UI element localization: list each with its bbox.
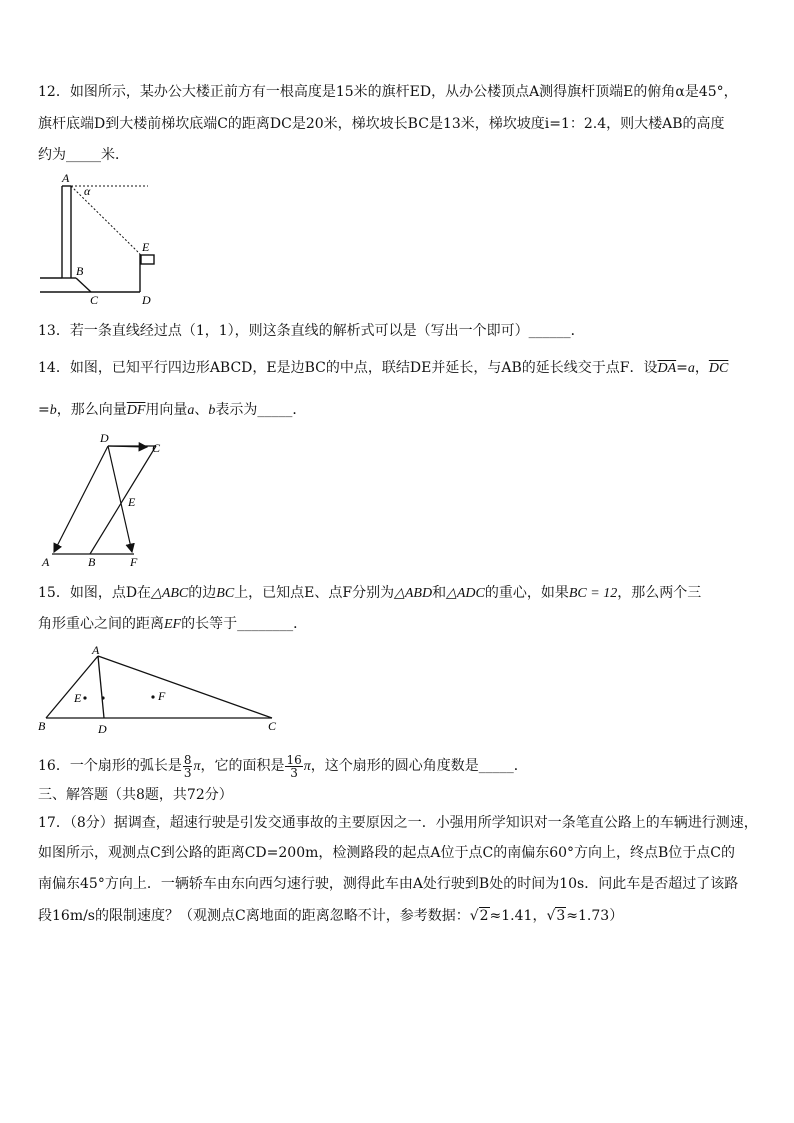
q14-label-A: A — [42, 555, 50, 569]
q15-line2 — [38, 614, 307, 635]
q15-text-g: 角形重心之间的距离 — [38, 616, 164, 632]
q14-label-E: E — [128, 495, 136, 509]
q15-tri-ADC: △ADC — [446, 586, 485, 601]
q16-fraction-2 — [285, 754, 302, 779]
q15-label-C: C — [268, 719, 277, 733]
q12-line1: 12．如图所示，某办公大楼正前方有一根高度是15米的旗杆ED，从办公楼顶点A测得旗杆顶端E的俯角α是45°， — [38, 84, 738, 100]
q14-label-D: D — [100, 432, 109, 445]
q12-label-alpha: α — [84, 184, 91, 198]
q14-text-a: 14．如图，已知平行四边形ABCD，E是边BC的中点，联结DE并延长，与AB的延长线交于点F．设 — [38, 360, 658, 376]
q14-sep: 、 — [194, 402, 209, 418]
q17-approx2: ≈1.73） — [566, 908, 624, 924]
q14-label-C: C — [152, 441, 161, 455]
q12-line2: 旗杆底端D到大楼前梯坎底端C的距离DC是20米，梯坎坡长BC是13米，梯坎坡度i=1：2.4，则大楼AB的高度 — [38, 116, 725, 132]
q12-label-D: D — [142, 293, 151, 307]
q16-text-a: 16．一个扇形的弧长是 — [38, 758, 182, 774]
q15-text-c: 上，已知点E、点F分别为 — [234, 585, 395, 601]
q15-text-f: ，那么两个三 — [617, 585, 702, 601]
q14-vector-a2: a — [187, 403, 195, 418]
q17-approx1: ≈1.41， — [489, 908, 547, 924]
q14-vector-b: b — [49, 403, 57, 418]
q17-line2: 如图所示，观测点C到公路的距离CD=200m，检测路段的起点A位于点C的南偏东60°方向上，终点B位于点C的 — [38, 845, 736, 861]
q15-label-D: D — [98, 722, 107, 736]
q15-label-A: A — [92, 643, 100, 657]
q14-text-d: 表示为_____． — [215, 402, 307, 418]
q16-f1-den: 3 — [183, 765, 192, 780]
q14-eq: = — [676, 360, 688, 376]
q17-line3: 南偏东45°方向上．一辆轿车由东向西匀速行驶，测得此车由A处行驶到B处的时间为10s．问此车是否超过了该路 — [38, 876, 739, 892]
q14-vector-a: a — [687, 361, 695, 376]
q16-f2-num: 16 — [286, 752, 302, 767]
q14-eq2: = — [38, 402, 50, 418]
q15-text-e: 的重心，如果 — [484, 585, 569, 601]
q17-line1: 17．（8分）据调查，超速行驶是引发交通事故的主要原因之一．小强用所学知识对一条笔直公路上的车辆进行测速， — [38, 815, 758, 831]
q14-comma: ， — [694, 360, 709, 376]
q17-sqrt3: 3 — [556, 908, 566, 924]
q16-pi-1: π — [193, 759, 201, 774]
q12-line3: 约为_____米． — [38, 147, 129, 163]
q12-label-B: B — [76, 264, 84, 278]
q15-BC: BC — [216, 586, 235, 601]
q17-sqrt2: 2 — [479, 908, 489, 924]
q15-tri-ABD: △ABD — [394, 586, 433, 601]
q16-fraction-1 — [183, 754, 193, 779]
q14-text-b: ，那么向量 — [56, 402, 127, 418]
q15-text-a: 15．如图，点D在 — [38, 585, 152, 601]
sqrt-icon: √ — [469, 908, 479, 924]
q12-label-C: C — [90, 293, 99, 307]
q13-line1: 13．若一条直线经过点（1，1），则这条直线的解析式可以是（写出一个即可）______． — [38, 323, 585, 339]
q15-label-F: F — [158, 689, 166, 703]
q14-vector-DC: $\overline{DC}$ — [708, 361, 729, 376]
q14-label-B: B — [88, 555, 96, 569]
q16-text-c: ，这个扇形的圆心角度数是_____． — [310, 758, 528, 774]
q14-vector-DF: $\overline{DF}$ — [126, 403, 146, 418]
q15-EF: EF — [164, 617, 182, 632]
q15-BC-eq: BC = 12 — [568, 586, 618, 601]
q15-figure — [36, 640, 286, 740]
q12-label-A: A — [62, 171, 70, 185]
q17-text-a: 段16m/s的限制速度？（观测点C离地面的距离忽略不计，参考数据： — [38, 908, 470, 924]
q14-figure — [36, 432, 176, 572]
q14-vector-DA: $\overline{DA}$ — [657, 361, 677, 376]
q15-tri-ABC: △ABC — [151, 586, 189, 601]
q15-text-h: 的长等于________． — [181, 616, 308, 632]
q14-line2 — [38, 400, 306, 421]
q14-vector-b2: b — [208, 403, 216, 418]
q12-label-E: E — [142, 240, 150, 254]
q14-label-F: F — [130, 555, 138, 569]
q17-line4 — [38, 906, 623, 926]
section-3-heading: 三、解答题（共8题，共72分） — [38, 787, 233, 803]
q15-line1 — [38, 583, 701, 604]
q14-line1 — [38, 358, 728, 379]
q16-f1-num: 8 — [183, 752, 192, 767]
q15-label-B: B — [38, 719, 46, 733]
q15-text-b: 的边 — [188, 585, 217, 601]
q16-line1 — [38, 752, 528, 781]
q12-figure — [36, 170, 166, 310]
q14-text-c: 用向量 — [145, 402, 188, 418]
q15-label-E: E — [74, 691, 82, 705]
sqrt-icon: √ — [546, 908, 556, 924]
q15-text-d: 和 — [432, 585, 447, 601]
q16-pi-2: π — [303, 759, 311, 774]
q16-text-b: ，它的面积是 — [200, 758, 285, 774]
q16-f2-den: 3 — [290, 765, 298, 780]
